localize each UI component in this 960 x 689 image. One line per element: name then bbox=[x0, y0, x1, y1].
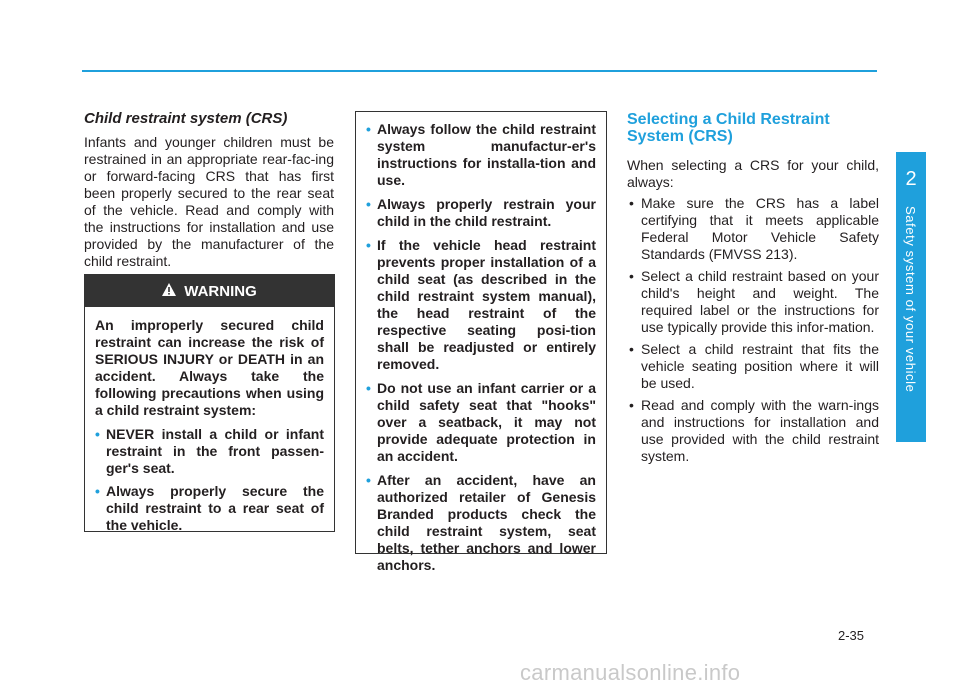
warning-bullet: • If the vehicle head restraint prevents proper installation of a child seat (as described in the child restraint system manual), the head restraint of the respective seating posi-tion shall be readjusted or entirely removed. bbox=[366, 237, 596, 372]
warning-bullet: • Always properly restrain your child in the child restraint. bbox=[366, 196, 596, 229]
warning-bullet: • Always follow the child restraint system manufactur-er's instructions for installa-tion and use. bbox=[366, 121, 596, 188]
right-column bbox=[627, 111, 879, 470]
section-title: Safety system of your vehicle bbox=[903, 206, 918, 393]
crs-paragraph: Infants and younger children must be restrained in an appropriate rear-fac-ing or forward-facing CRS that has first been properly secured to the rear seat of the vehicle. Read and comply with the instructions for installation and use provided by the manufacturer of the child restraint. bbox=[84, 134, 334, 269]
warning-header bbox=[85, 275, 334, 307]
crs-heading: Child restraint system (CRS) bbox=[84, 110, 288, 127]
warning-continued-body bbox=[356, 112, 606, 574]
page-number: 2-35 bbox=[838, 628, 865, 643]
header-rule bbox=[82, 70, 877, 72]
warning-continued-box bbox=[355, 111, 607, 573]
list-item: • Select a child restraint based on your child's height and weight. The required label or the instructions for use typically provide this infor-mation. bbox=[629, 268, 879, 335]
warning-box bbox=[84, 274, 335, 532]
list-item: • Make sure the CRS has a label certifying that it meets applicable Federal Motor Vehicle Safety Standards (FMVSS 213). bbox=[629, 195, 879, 262]
warning-body bbox=[85, 307, 334, 534]
warning-bullet: • Do not use an infant carrier or a child safety seat that "hooks" over a seatback, it may not provide adequate protection in an accident. bbox=[366, 380, 596, 464]
selecting-intro: When selecting a CRS for your child, always: bbox=[627, 157, 879, 190]
list-item: • Read and comply with the warn-ings and instructions for installation and use provided with the child restraint system. bbox=[629, 397, 879, 464]
warning-title: WARNING bbox=[184, 282, 257, 300]
left-column bbox=[84, 110, 334, 270]
watermark: carmanualsonline.info bbox=[520, 660, 741, 685]
warning-bullet: • NEVER install a child or infant restraint in the front passen-ger's seat. bbox=[95, 426, 324, 476]
warning-bullet: • After an accident, have an authorized retailer of Genesis Branded products check the child restraint system, seat belts, tether anchors and lower anchors. bbox=[366, 472, 596, 573]
warning-intro: An improperly secured child restraint can increase the risk of SERIOUS INJURY or DEATH in an accident. Always take the following precautions when using a child restraint system: bbox=[95, 317, 324, 418]
selecting-heading: Selecting a Child Restraint System (CRS) bbox=[627, 111, 830, 145]
list-item: • Select a child restraint that fits the vehicle seating position where it will be used. bbox=[629, 341, 879, 391]
warning-triangle-icon bbox=[162, 283, 176, 300]
section-number: 2 bbox=[905, 168, 917, 190]
warning-bullet: • Always properly secure the child restraint to a rear seat of the vehicle. bbox=[95, 483, 324, 533]
